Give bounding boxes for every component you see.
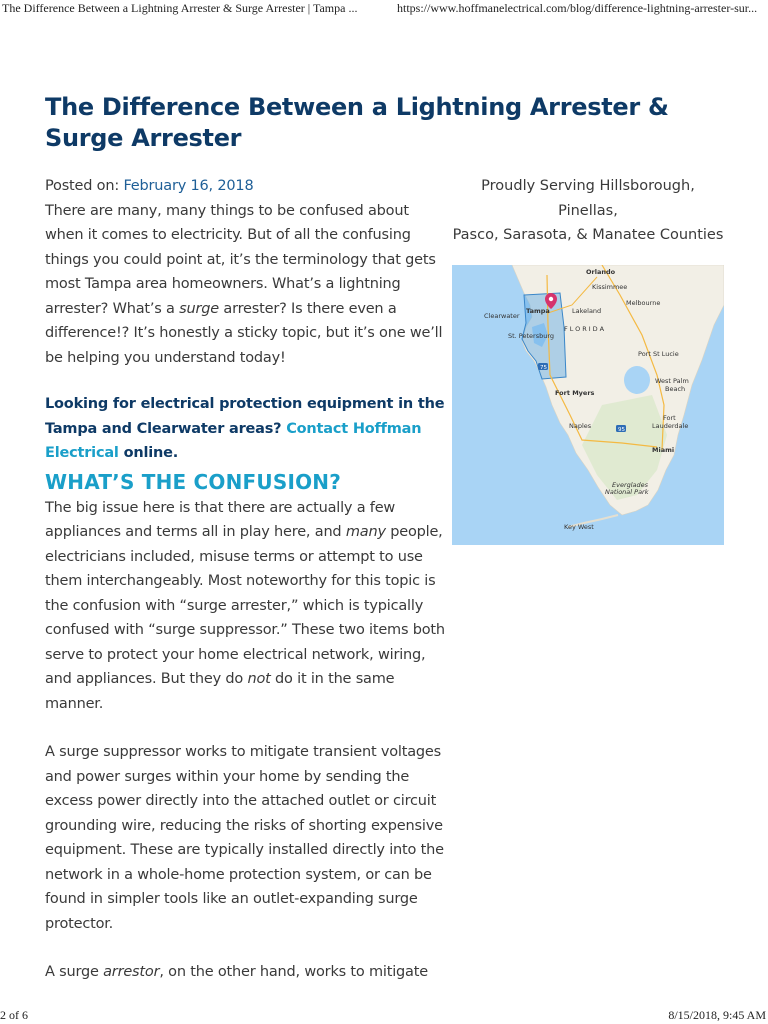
- intro-text-2: arrester? Is there even a difference!? It’s honestly a sticky topic, but it’s one we’ll be helping you understand today!: [45, 300, 443, 366]
- service-area-map[interactable]: [452, 265, 724, 545]
- label-west-palm-beach-1: West Palm: [655, 377, 689, 385]
- cta-text-2: online.: [118, 445, 179, 461]
- label-fort-myers: Fort Myers: [555, 389, 595, 397]
- arrestor-paragraph: [45, 960, 445, 985]
- posted-line: [45, 174, 445, 199]
- p2-text-3: do it in the same manner.: [45, 671, 395, 712]
- label-florida: FLORIDA: [564, 325, 607, 333]
- label-st-petersburg: St. Petersburg: [508, 332, 555, 340]
- p2-emphasis-2: not: [247, 671, 271, 687]
- label-everglades-2: National Park: [605, 488, 649, 496]
- label-fort-lauderdale-1: Fort: [663, 414, 676, 422]
- intro-text-1: There are many, many things to be confused about when it comes to electricity. But of all the confusing things you could point at, it’s the terminology that gets most Tampa area homeowners. What’s a lightning arrester? What’s a: [45, 202, 436, 317]
- label-clearwater: Clearwater: [484, 312, 520, 320]
- label-lakeland: Lakeland: [572, 307, 602, 315]
- label-melbourne: Melbourne: [626, 299, 661, 307]
- cta-paragraph: [45, 392, 445, 466]
- print-header-url: https://www.hoffmanelectrical.com/blog/difference-lightning-arrester-sur...: [397, 1, 758, 15]
- cta-text-1: Looking for electrical protection equipment in the Tampa and Clearwater areas?: [45, 396, 445, 437]
- florida-map-svg: [452, 265, 724, 545]
- label-fort-lauderdale-2: Lauderdale: [652, 422, 689, 430]
- label-orlando: Orlando: [586, 268, 616, 276]
- intro-emphasis: surge: [179, 300, 219, 317]
- print-footer: [0, 1008, 768, 1024]
- service-area-text: [452, 174, 724, 248]
- article-body: [45, 174, 445, 985]
- p2-text-2: people, electricians included, misuse terms or attempt to use them interchangeably. Most noteworthy for this topic is the confusion with “surge arrester,” which is typically confused with “surge suppressor.” These two items both serve to protect your home electrical network, wiring, and appliances. But they do: [45, 524, 445, 687]
- print-header: [0, 0, 768, 16]
- label-west-palm-beach-2: Beach: [665, 385, 686, 393]
- posted-label: Posted on:: [45, 178, 124, 194]
- label-port-st-lucie: Port St Lucie: [638, 350, 679, 358]
- service-line-1: Proudly Serving Hillsborough,: [481, 178, 695, 194]
- label-naples: Naples: [569, 422, 592, 430]
- p4-text-2: , on the other hand, works to mitigate: [159, 964, 428, 980]
- suppressor-paragraph: A surge suppressor works to mitigate transient voltages and power surges within your home by sending the excess power directly into the attached outlet or circuit grounding wire, reducing the risks of shorting expensive equipment. These are typically installed directly into the network in a whole-home protection system, or can be found in simpler tools like an outlet-expanding surge protector.: [45, 744, 444, 932]
- label-tampa: Tampa: [526, 307, 550, 315]
- highway-95-number: 95: [618, 427, 625, 433]
- contact-hoffman-link[interactable]: Contact Hoffman Electrical: [45, 420, 422, 461]
- label-everglades-1: Everglades: [612, 481, 649, 489]
- highway-75-shield-icon: [538, 363, 548, 371]
- highway-95-shield-icon: [616, 425, 626, 433]
- intro-paragraph: [45, 199, 445, 371]
- highway-75-number: 75: [540, 365, 547, 371]
- page-number: 2 of 6: [0, 1008, 28, 1022]
- section-heading: WHAT’S THE CONFUSION?: [45, 469, 342, 494]
- label-kissimmee: Kissimmee: [592, 283, 628, 291]
- confusion-paragraph: [45, 496, 445, 717]
- p2-emphasis-1: many: [345, 524, 386, 540]
- label-key-west: Key West: [564, 523, 594, 531]
- p4-text-1: A surge: [45, 964, 104, 980]
- label-miami: Miami: [652, 446, 675, 454]
- posted-date-link[interactable]: February 16, 2018: [123, 178, 254, 194]
- p2-text-1: The big issue here is that there are actually a few appliances and terms all in play here, and: [45, 499, 396, 540]
- article-title: The Difference Between a Lightning Arrester & Surge Arrester: [45, 93, 669, 152]
- print-header-title: The Difference Between a Lightning Arrester & Surge Arrester | Tampa ...: [2, 1, 358, 15]
- p4-emphasis: arrestor: [103, 964, 160, 980]
- print-timestamp: 8/15/2018, 9:45 AM: [668, 1008, 766, 1022]
- lake-okeechobee: [624, 366, 650, 394]
- service-line-2: Pinellas,: [558, 202, 618, 219]
- service-line-3: Pasco, Sarasota, & Manatee Counties: [452, 227, 724, 243]
